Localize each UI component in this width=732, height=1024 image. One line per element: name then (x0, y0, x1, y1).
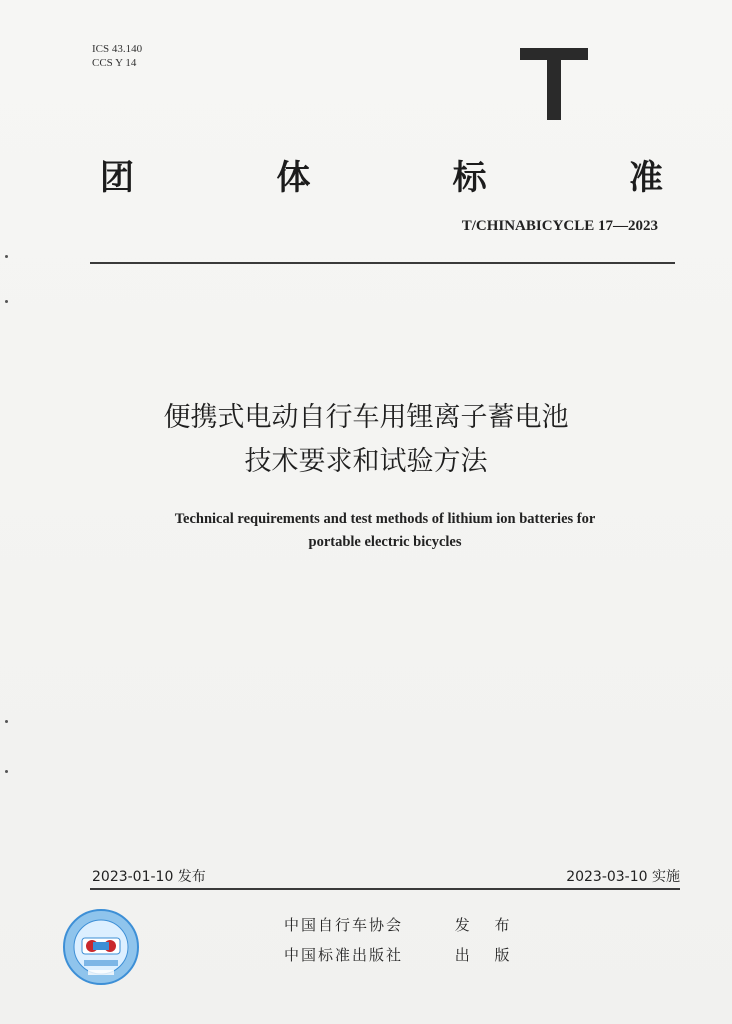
publisher-row (284, 914, 520, 935)
top-divider (90, 262, 675, 264)
english-title-line-2: portable electric bicycles (308, 534, 462, 550)
chinese-title-line-1: 便携式电动自行车用锂离子蓄电池 (163, 402, 569, 433)
ccs-code: CCS Y 14 (92, 57, 137, 69)
issue-date: 2023-01-10 发布 (92, 869, 206, 885)
certification-seal-icon (62, 908, 140, 986)
date-row (92, 866, 680, 888)
letter-t-mark (520, 48, 588, 120)
standard-code: T/CHINABICYCLE 17—2023 (461, 218, 658, 234)
classification-codes (92, 42, 142, 70)
standard-type-heading (100, 150, 665, 200)
publisher-role: 发 布 (454, 916, 520, 934)
english-title-line-1: Technical requirements and test methods of lithium ion batteries for (174, 511, 596, 527)
implementation-date: 2023-03-10 实施 (566, 869, 680, 885)
ics-code: ICS 43.140 (92, 43, 143, 55)
publisher-org: 中国自行车协会 (284, 916, 404, 934)
scan-mark (5, 255, 8, 258)
chinese-title (0, 396, 732, 484)
heading-char: 团 (100, 158, 136, 198)
heading-char: 标 (452, 158, 489, 198)
scan-mark (5, 770, 8, 773)
publisher-role: 出 版 (454, 946, 520, 964)
english-title (0, 508, 732, 554)
heading-char: 体 (276, 158, 313, 198)
publisher-org: 中国标准出版社 (284, 946, 404, 964)
publisher-row (284, 944, 520, 965)
bottom-divider (90, 888, 680, 890)
heading-char: 准 (628, 158, 665, 198)
scan-mark (5, 720, 8, 723)
scan-mark (5, 300, 8, 303)
chinese-title-line-2: 技术要求和试验方法 (244, 446, 488, 477)
